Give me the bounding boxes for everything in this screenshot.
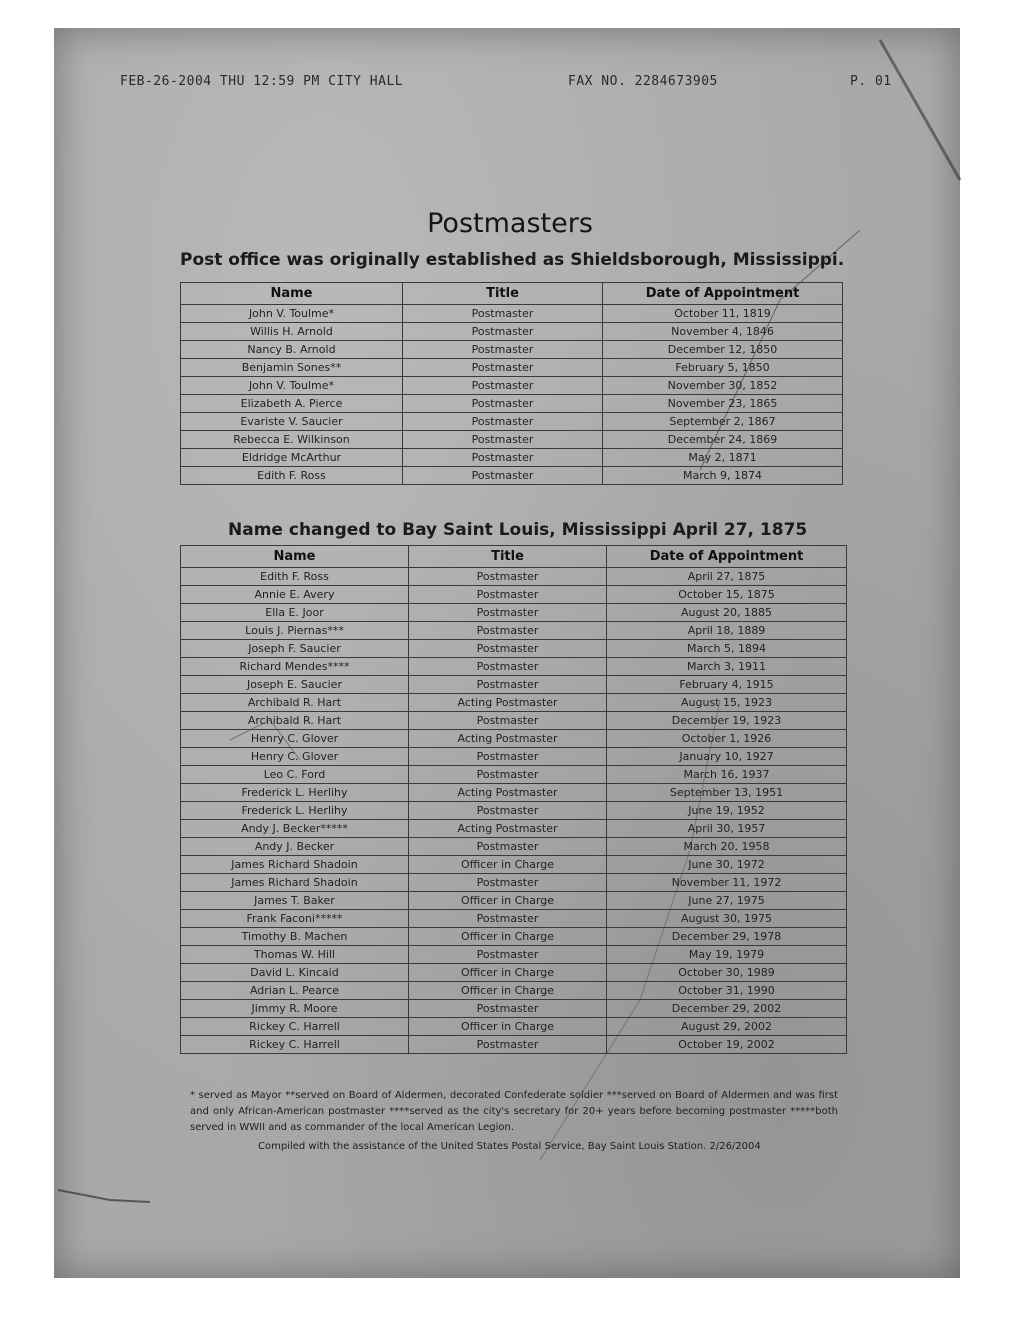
cell-date: February 4, 1915 — [607, 676, 847, 694]
cell-title: Officer in Charge — [409, 892, 607, 910]
cell-date: February 5, 1850 — [603, 359, 843, 377]
cell-name: Evariste V. Saucier — [181, 413, 403, 431]
cell-title: Acting Postmaster — [409, 784, 607, 802]
cell-name: Andy J. Becker — [181, 838, 409, 856]
section1-heading: Post office was originally established as Shieldsborough, Mississippi. — [180, 250, 845, 270]
table-header-row — [181, 546, 847, 568]
cell-title: Officer in Charge — [409, 964, 607, 982]
cell-title: Postmaster — [403, 323, 603, 341]
cell-name: Joseph E. Saucier — [181, 676, 409, 694]
cell-title: Postmaster — [403, 449, 603, 467]
page-title: Postmasters — [427, 208, 593, 239]
fax-header-number: FAX NO. 2284673905 — [568, 74, 718, 89]
cell-date: December 19, 1923 — [607, 712, 847, 730]
cell-date: October 15, 1875 — [607, 586, 847, 604]
cell-name: Edith F. Ross — [181, 467, 403, 485]
cell-date: January 10, 1927 — [607, 748, 847, 766]
table-row — [181, 1000, 847, 1018]
cell-title: Postmaster — [409, 946, 607, 964]
cell-name: Rebecca E. Wilkinson — [181, 431, 403, 449]
table-row — [181, 305, 843, 323]
table-row — [181, 874, 847, 892]
table-row — [181, 323, 843, 341]
table-row — [181, 766, 847, 784]
table-row — [181, 856, 847, 874]
cell-name: Henry C. Glover — [181, 748, 409, 766]
cell-name: Jimmy R. Moore — [181, 1000, 409, 1018]
section2-heading: Name changed to Bay Saint Louis, Mississippi April 27, 1875 — [228, 520, 808, 540]
column-header-title: Title — [403, 283, 603, 305]
column-header-title: Title — [409, 546, 607, 568]
cell-title: Acting Postmaster — [409, 730, 607, 748]
cell-name: Joseph F. Saucier — [181, 640, 409, 658]
table-row — [181, 694, 847, 712]
table-row — [181, 622, 847, 640]
cell-title: Officer in Charge — [409, 982, 607, 1000]
cell-title: Postmaster — [409, 748, 607, 766]
cell-name: Richard Mendes**** — [181, 658, 409, 676]
compiled-credit: Compiled with the assistance of the United States Postal Service, Bay Saint Louis Station. 2/26/2004 — [258, 1141, 761, 1152]
cell-date: April 30, 1957 — [607, 820, 847, 838]
cell-title: Postmaster — [403, 341, 603, 359]
cell-name: Frederick L. Herlihy — [181, 802, 409, 820]
cell-title: Postmaster — [409, 766, 607, 784]
cell-date: June 27, 1975 — [607, 892, 847, 910]
cell-title: Postmaster — [409, 910, 607, 928]
cell-name: Adrian L. Pearce — [181, 982, 409, 1000]
cell-title: Officer in Charge — [409, 928, 607, 946]
table-row — [181, 784, 847, 802]
table-row — [181, 928, 847, 946]
cell-date: December 29, 1978 — [607, 928, 847, 946]
cell-date: December 29, 2002 — [607, 1000, 847, 1018]
cell-name: Benjamin Sones** — [181, 359, 403, 377]
column-header-date: Date of Appointment — [603, 283, 843, 305]
cell-name: Ella E. Joor — [181, 604, 409, 622]
table-row — [181, 982, 847, 1000]
cell-title: Postmaster — [409, 676, 607, 694]
cell-title: Postmaster — [403, 305, 603, 323]
fax-header-page: P. 01 — [850, 74, 892, 89]
cell-name: Edith F. Ross — [181, 568, 409, 586]
table-row — [181, 838, 847, 856]
table-header-row — [181, 283, 843, 305]
table-row — [181, 640, 847, 658]
footnotes: * served as Mayor **served on Board of Aldermen, decorated Confederate soldier ***served on Board of Aldermen and was first and only African-American postmaster ****served as the city's secretary for 20+ years before becoming postmaster *****both served in WWII and as commander of the local American Legion. — [190, 1090, 838, 1133]
cell-date: March 9, 1874 — [603, 467, 843, 485]
table-row — [181, 604, 847, 622]
cell-name: James T. Baker — [181, 892, 409, 910]
cell-date: August 30, 1975 — [607, 910, 847, 928]
table-row — [181, 395, 843, 413]
cell-title: Postmaster — [409, 874, 607, 892]
cell-title: Postmaster — [409, 568, 607, 586]
cell-name: Eldridge McArthur — [181, 449, 403, 467]
cell-name: David L. Kincaid — [181, 964, 409, 982]
cell-date: October 19, 2002 — [607, 1036, 847, 1054]
cell-title: Postmaster — [409, 604, 607, 622]
column-header-date: Date of Appointment — [607, 546, 847, 568]
cell-date: March 16, 1937 — [607, 766, 847, 784]
table-row — [181, 820, 847, 838]
column-header-name: Name — [181, 283, 403, 305]
table-row — [181, 892, 847, 910]
cell-title: Postmaster — [403, 413, 603, 431]
cell-name: Henry C. Glover — [181, 730, 409, 748]
cell-name: Frederick L. Herlihy — [181, 784, 409, 802]
cell-date: March 5, 1894 — [607, 640, 847, 658]
cell-name: Annie E. Avery — [181, 586, 409, 604]
cell-name: John V. Toulme* — [181, 305, 403, 323]
cell-date: May 19, 1979 — [607, 946, 847, 964]
cell-name: Louis J. Piernas*** — [181, 622, 409, 640]
cell-title: Postmaster — [409, 658, 607, 676]
cell-date: September 13, 1951 — [607, 784, 847, 802]
cell-title: Postmaster — [409, 640, 607, 658]
table-body — [181, 568, 847, 1054]
cell-date: December 12, 1850 — [603, 341, 843, 359]
cell-title: Postmaster — [409, 586, 607, 604]
cell-title: Postmaster — [403, 467, 603, 485]
cell-date: December 24, 1869 — [603, 431, 843, 449]
table-row — [181, 658, 847, 676]
cell-date: May 2, 1871 — [603, 449, 843, 467]
cell-date: November 23, 1865 — [603, 395, 843, 413]
cell-date: March 20, 1958 — [607, 838, 847, 856]
table-row — [181, 586, 847, 604]
cell-date: November 30, 1852 — [603, 377, 843, 395]
table-row — [181, 946, 847, 964]
table-row — [181, 748, 847, 766]
cell-name: Timothy B. Machen — [181, 928, 409, 946]
table-row — [181, 1036, 847, 1054]
cell-date: March 3, 1911 — [607, 658, 847, 676]
cell-name: Rickey C. Harrell — [181, 1018, 409, 1036]
table-row — [181, 802, 847, 820]
shieldsborough-postmasters-table — [180, 282, 843, 485]
table-row — [181, 449, 843, 467]
cell-date: November 4, 1846 — [603, 323, 843, 341]
cell-name: Elizabeth A. Pierce — [181, 395, 403, 413]
table-row — [181, 359, 843, 377]
cell-title: Postmaster — [409, 802, 607, 820]
table-row — [181, 964, 847, 982]
table-row — [181, 712, 847, 730]
cell-name: Andy J. Becker***** — [181, 820, 409, 838]
cell-name: Rickey C. Harrell — [181, 1036, 409, 1054]
cell-title: Postmaster — [409, 712, 607, 730]
cell-name: James Richard Shadoin — [181, 874, 409, 892]
table-row — [181, 568, 847, 586]
cell-name: Frank Faconi***** — [181, 910, 409, 928]
table-row — [181, 1018, 847, 1036]
cell-date: April 18, 1889 — [607, 622, 847, 640]
cell-title: Postmaster — [409, 838, 607, 856]
cell-date: April 27, 1875 — [607, 568, 847, 586]
cell-name: Archibald R. Hart — [181, 712, 409, 730]
cell-title: Postmaster — [409, 1000, 607, 1018]
cell-name: Leo C. Ford — [181, 766, 409, 784]
cell-title: Officer in Charge — [409, 1018, 607, 1036]
cell-date: October 30, 1989 — [607, 964, 847, 982]
cell-name: Thomas W. Hill — [181, 946, 409, 964]
cell-date: June 30, 1972 — [607, 856, 847, 874]
cell-date: August 20, 1885 — [607, 604, 847, 622]
table-body — [181, 305, 843, 485]
cell-date: November 11, 1972 — [607, 874, 847, 892]
cell-date: October 31, 1990 — [607, 982, 847, 1000]
table-row — [181, 676, 847, 694]
cell-date: June 19, 1952 — [607, 802, 847, 820]
cell-title: Officer in Charge — [409, 856, 607, 874]
table-row — [181, 730, 847, 748]
cell-name: John V. Toulme* — [181, 377, 403, 395]
table-row — [181, 910, 847, 928]
cell-date: October 1, 1926 — [607, 730, 847, 748]
column-header-name: Name — [181, 546, 409, 568]
cell-name: Willis H. Arnold — [181, 323, 403, 341]
cell-title: Postmaster — [403, 359, 603, 377]
cell-date: August 29, 2002 — [607, 1018, 847, 1036]
cell-title: Acting Postmaster — [409, 694, 607, 712]
bay-saint-louis-postmasters-table — [180, 545, 847, 1054]
cell-title: Postmaster — [403, 377, 603, 395]
cell-title: Postmaster — [403, 431, 603, 449]
table-row — [181, 431, 843, 449]
cell-title: Postmaster — [409, 622, 607, 640]
cell-name: Nancy B. Arnold — [181, 341, 403, 359]
fax-header-sender: FEB-26-2004 THU 12:59 PM CITY HALL — [120, 74, 404, 89]
table-row — [181, 377, 843, 395]
cell-date: August 15, 1923 — [607, 694, 847, 712]
cell-title: Postmaster — [409, 1036, 607, 1054]
table-row — [181, 467, 843, 485]
cell-title: Postmaster — [403, 395, 603, 413]
cell-date: October 11, 1819 — [603, 305, 843, 323]
table-row — [181, 413, 843, 431]
table-row — [181, 341, 843, 359]
cell-date: September 2, 1867 — [603, 413, 843, 431]
cell-title: Acting Postmaster — [409, 820, 607, 838]
cell-name: James Richard Shadoin — [181, 856, 409, 874]
cell-name: Archibald R. Hart — [181, 694, 409, 712]
